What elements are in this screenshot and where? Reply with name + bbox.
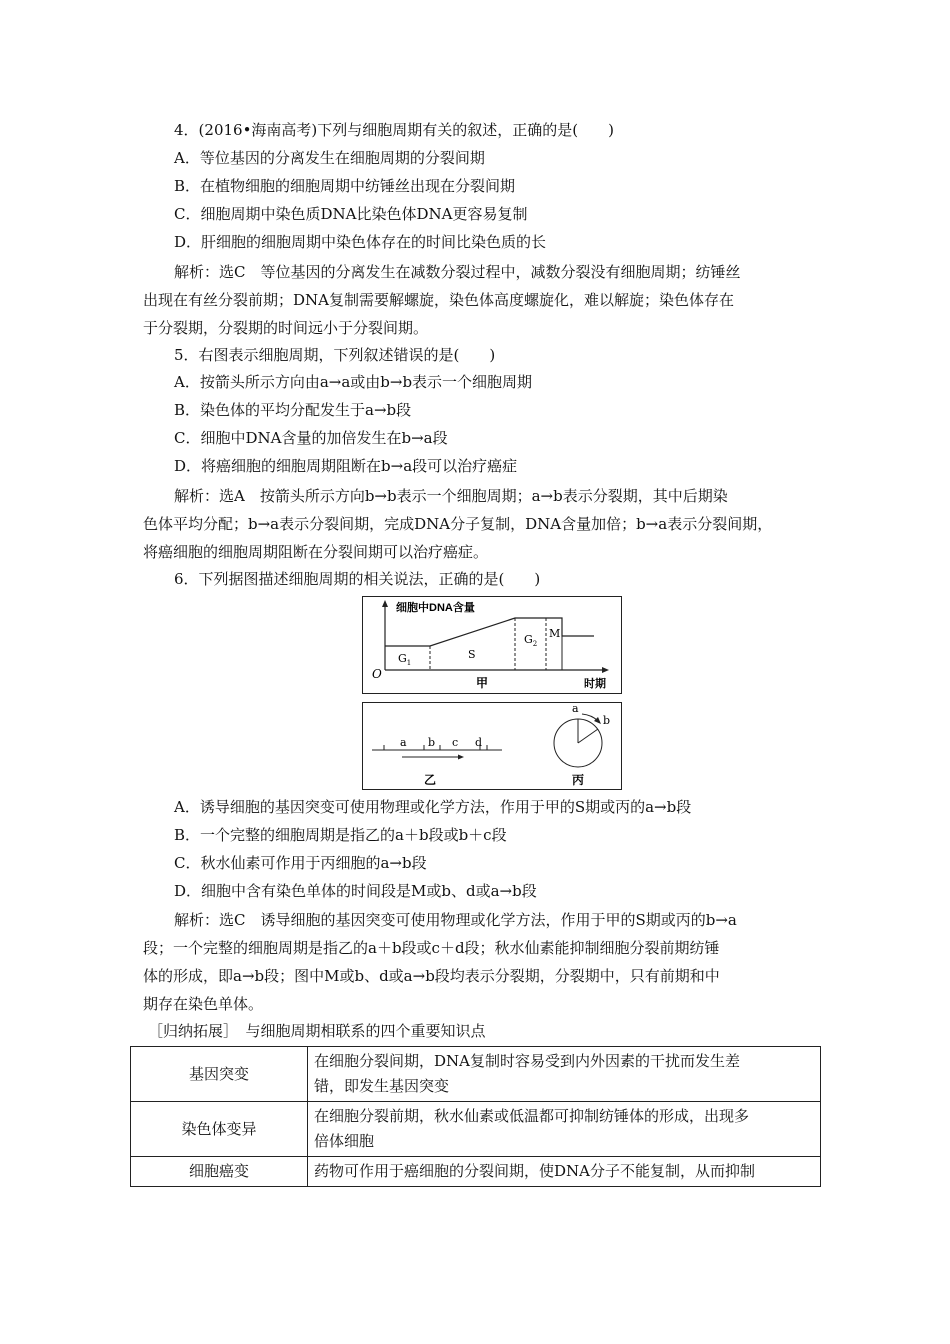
q4-explanation-line3: 于分裂期，分裂期的时间远小于分裂间期。 — [143, 319, 429, 337]
q6-stem: 6．下列据图描述细胞周期的相关说法，正确的是( ) — [174, 570, 541, 588]
yi-label-b: b — [428, 736, 436, 749]
figure-jia-caption: 甲 — [476, 676, 489, 690]
bing-label-b: b — [603, 714, 611, 727]
bing-label-a: a — [572, 702, 579, 715]
q4-option-b: B．在植物细胞的细胞周期中纺锤丝出现在分裂间期 — [174, 177, 516, 195]
q6-option-c: C．秋水仙素可作用于丙细胞的a→b段 — [174, 854, 427, 872]
phase-m-label: M — [549, 627, 561, 640]
origin-label: O — [372, 667, 382, 681]
yi-label-a: a — [400, 736, 407, 749]
q5-option-a: A．按箭头所示方向由a→a或由b→b表示一个细胞周期 — [174, 373, 533, 391]
bing-radius-b — [578, 729, 598, 743]
figure-yi-caption: 乙 — [424, 773, 437, 787]
extension-table — [130, 1046, 821, 1187]
q5-stem: 5．右图表示细胞周期，下列叙述错误的是( ) — [174, 346, 496, 364]
q6-option-d: D．细胞中含有染色单体的时间段是M或b、d或a→b段 — [174, 882, 537, 900]
q6-option-b: B．一个完整的细胞周期是指乙的a＋b段或b＋c段 — [174, 826, 507, 844]
q5-option-d: D．将癌细胞的细胞周期阻断在b→a段可以治疗癌症 — [174, 457, 518, 475]
row-key: 细胞癌变 — [131, 1157, 308, 1187]
x-axis-arrow — [602, 667, 609, 673]
figure-yi-bing — [362, 702, 622, 790]
q5-explanation-line2: 色体平均分配；b→a表示分裂间期，完成DNA分子复制，DNA含量加倍；b→a表示分裂间期， — [143, 515, 773, 533]
row-value: 药物可作用于癌细胞的分裂间期，使DNA分子不能复制，从而抑制 — [308, 1157, 821, 1187]
dna-content-curve — [385, 618, 594, 646]
phase-g1-label: $G_1$ — [398, 652, 412, 667]
q4-explanation-line2: 出现在有丝分裂前期；DNA复制需要解螺旋，染色体高度螺旋化，难以解旋；染色体存在 — [143, 291, 734, 309]
figure-bing-caption: 丙 — [572, 773, 585, 787]
q5-explanation-line1: 解析：选A 按箭头所示方向b→b表示一个细胞周期；a→b表示分裂期，其中后期染 — [174, 487, 728, 505]
row-value: 在细胞分裂间期，DNA复制时容易受到内外因素的干扰而发生差 错，即发生基因突变 — [308, 1047, 821, 1102]
q4-option-d: D．肝细胞的细胞周期中染色体存在的时间比染色质的长 — [174, 233, 547, 251]
y-axis-label: 细胞中DNA含量 — [396, 602, 475, 614]
q6-explanation-line4: 期存在染色单体。 — [143, 995, 264, 1013]
table-row — [131, 1047, 821, 1102]
table-row — [131, 1102, 821, 1157]
q6-option-a: A．诱导细胞的基因突变可使用物理或化学方法，作用于甲的S期或丙的a→b段 — [174, 798, 692, 816]
row-key: 基因突变 — [131, 1047, 308, 1102]
q4-stem: 4．(2016•海南高考)下列与细胞周期有关的叙述，正确的是( ) — [174, 121, 614, 139]
q5-option-b: B．染色体的平均分配发生于a→b段 — [174, 401, 412, 419]
table-row — [131, 1157, 821, 1187]
q5-option-c: C．细胞中DNA含量的加倍发生在b→a段 — [174, 429, 448, 447]
extension-heading: ［归纳拓展］ 与细胞周期相联系的四个重要知识点 — [148, 1022, 486, 1040]
q6-explanation-line1: 解析：选C 诱导细胞的基因突变可使用物理或化学方法，作用于甲的S期或丙的b→a — [174, 911, 737, 929]
q4-option-c: C．细胞周期中染色质DNA比染色体DNA更容易复制 — [174, 205, 528, 223]
figure-jia-dna-content-graph — [362, 596, 622, 694]
row-value: 在细胞分裂前期，秋水仙素或低温都可抑制纺锤体的形成，出现多 倍体细胞 — [308, 1102, 821, 1157]
phase-s-label: S — [468, 648, 476, 661]
row-key: 染色体变异 — [131, 1102, 308, 1157]
q4-option-a: A．等位基因的分离发生在细胞周期的分裂间期 — [174, 149, 485, 167]
q5-explanation-line3: 将癌细胞的细胞周期阻断在分裂间期可以治疗癌症。 — [143, 543, 489, 561]
phase-g2-label: $G_2$ — [524, 633, 538, 648]
x-axis-label: 时期 — [584, 678, 606, 690]
yi-label-d: d — [475, 736, 483, 749]
q6-explanation-line2: 段；一个完整的细胞周期是指乙的a＋b段或c＋d段；秋水仙素能抑制细胞分裂前期纺锤 — [143, 939, 720, 957]
q6-explanation-line3: 体的形成，即a→b段；图中M或b、d或a→b段均表示分裂期，分裂期中，只有前期和中 — [143, 967, 720, 985]
yi-direction-arrow-head — [458, 755, 464, 760]
yi-label-c: c — [452, 736, 459, 749]
y-axis-arrow — [382, 600, 388, 607]
q4-explanation-line1: 解析：选C 等位基因的分离发生在减数分裂过程中，减数分裂没有细胞周期；纺锤丝 — [174, 263, 741, 281]
